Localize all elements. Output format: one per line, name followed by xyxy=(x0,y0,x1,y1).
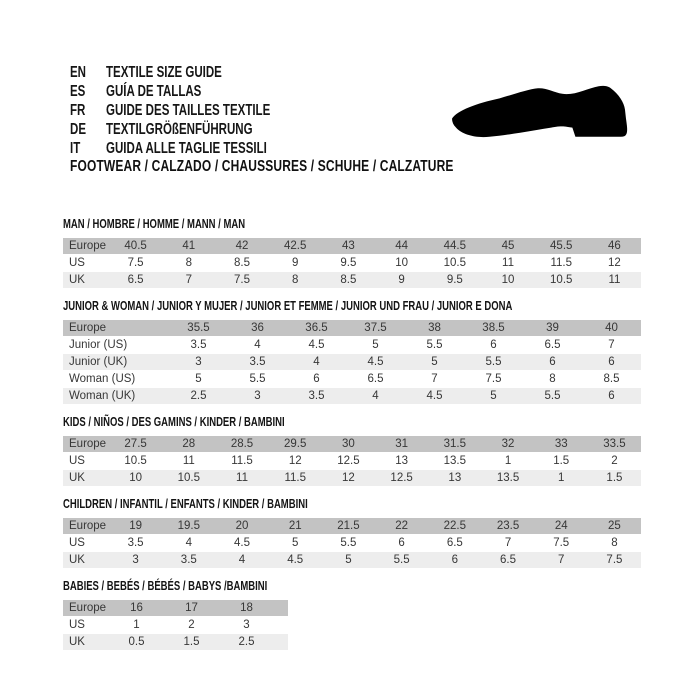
size-cell: 5 xyxy=(345,554,352,566)
section-title: BABIES / BEBÉS / BÉBÉS / BABYS /BAMBINI xyxy=(63,579,268,593)
size-cell: 10 xyxy=(501,274,515,286)
size-cell: 12.5 xyxy=(390,472,413,484)
size-cell: 4 xyxy=(313,356,320,368)
size-cell: 4.5 xyxy=(234,537,250,549)
size-table-section xyxy=(63,218,641,288)
row-label: Europe xyxy=(69,602,107,614)
size-cell: 5.5 xyxy=(393,554,410,566)
size-cell: 10 xyxy=(395,257,409,269)
size-cell: 6.5 xyxy=(367,373,384,385)
table-row xyxy=(63,337,641,353)
size-table xyxy=(63,436,641,486)
size-cell: 4.5 xyxy=(426,390,443,402)
size-cell: 8 xyxy=(549,373,556,385)
size-cell: 33 xyxy=(554,438,568,450)
language-code: FR xyxy=(70,102,86,119)
size-cell: 4 xyxy=(185,537,192,549)
size-cell: 3 xyxy=(254,390,261,402)
size-cell: 1 xyxy=(504,455,512,467)
size-cell: 10 xyxy=(129,472,142,484)
size-cell: 8.5 xyxy=(340,274,357,286)
size-cell: 22.5 xyxy=(443,520,467,532)
size-cell: 30 xyxy=(342,438,355,450)
size-cell: 3.5 xyxy=(180,554,197,566)
size-table xyxy=(63,320,641,404)
size-cell: 27.5 xyxy=(124,438,147,450)
size-cell: 45.5 xyxy=(550,240,573,252)
language-label: TEXTILGRÖßENFÜHRUNG xyxy=(106,121,253,138)
row-label: UK xyxy=(69,274,85,286)
size-cell: 12 xyxy=(342,472,355,484)
size-cell: 41 xyxy=(182,240,196,252)
size-cell: 6.5 xyxy=(500,554,517,566)
size-cell: 3.5 xyxy=(249,356,266,368)
size-cell: 11 xyxy=(608,274,621,286)
size-cell: 9 xyxy=(398,274,405,286)
size-cell: 40 xyxy=(605,322,618,334)
row-label: Europe xyxy=(69,438,107,450)
size-cell: 5.5 xyxy=(485,356,502,368)
section-title: CHILDREN / INFANTIL / ENFANTS / KINDER / BAMBINI xyxy=(63,497,308,511)
table-row xyxy=(63,518,641,534)
size-cell: 6 xyxy=(313,373,320,385)
size-cell: 11 xyxy=(502,257,514,269)
size-cell: 37.5 xyxy=(364,322,387,334)
size-cell: 44.5 xyxy=(443,240,467,252)
size-cell: 19 xyxy=(129,520,142,532)
size-cell: 28.5 xyxy=(230,438,254,450)
size-cell: 11.5 xyxy=(231,455,253,467)
size-cell: 35.5 xyxy=(187,322,210,334)
category-title: FOOTWEAR / CALZADO / CHAUSSURES / SCHUHE / CALZATURE xyxy=(70,158,454,175)
size-cell: 6 xyxy=(451,554,459,566)
size-cell: 19.5 xyxy=(177,520,200,532)
table-row xyxy=(63,320,641,336)
size-cell: 5.5 xyxy=(544,390,561,402)
size-cell: 7 xyxy=(558,554,565,566)
size-cell: 11.5 xyxy=(550,257,572,269)
size-cell: 3.5 xyxy=(190,339,207,351)
size-table-section xyxy=(63,300,641,404)
size-cell: 21 xyxy=(288,520,302,532)
size-cell: 44 xyxy=(395,240,409,252)
table-row xyxy=(63,354,641,370)
size-tables xyxy=(63,218,641,651)
section-title: JUNIOR & WOMAN / JUNIOR Y MUJER / JUNIOR ET FEMME / JUNIOR UND FRAU / JUNIOR E DONA xyxy=(63,299,513,313)
table-row xyxy=(63,272,641,288)
size-cell: 17 xyxy=(185,602,198,614)
size-cell: 31 xyxy=(395,438,409,450)
language-line xyxy=(70,101,270,120)
table-row xyxy=(63,617,288,633)
size-cell: 8 xyxy=(185,257,192,269)
size-cell: 6 xyxy=(608,390,615,402)
size-cell: 7.5 xyxy=(485,373,502,385)
size-table xyxy=(63,600,288,650)
table-row xyxy=(63,470,641,486)
size-cell: 24 xyxy=(554,520,568,532)
size-cell: 8.5 xyxy=(234,257,250,269)
language-code: IT xyxy=(70,140,81,157)
size-cell: 4.5 xyxy=(287,554,304,566)
section-title: MAN / HOMBRE / HOMME / MANN / MAN xyxy=(63,217,246,231)
size-cell: 4.5 xyxy=(367,356,384,368)
size-cell: 1 xyxy=(133,619,140,631)
size-cell: 36.5 xyxy=(305,322,328,334)
table-row xyxy=(63,552,641,568)
size-cell: 46 xyxy=(608,240,621,252)
size-cell: 7.5 xyxy=(553,537,570,549)
size-cell: 3.5 xyxy=(308,390,325,402)
size-cell: 6 xyxy=(398,537,405,549)
language-label: TEXTILE SIZE GUIDE xyxy=(106,64,222,81)
language-line xyxy=(70,139,270,158)
size-cell: 5 xyxy=(431,356,438,368)
size-cell: 7 xyxy=(185,274,192,286)
size-cell: 4.5 xyxy=(308,339,325,351)
language-code: ES xyxy=(70,83,86,100)
size-cell: 7.5 xyxy=(606,554,623,566)
size-cell: 7.5 xyxy=(127,257,144,269)
size-cell: 29.5 xyxy=(284,438,307,450)
size-cell: 1.5 xyxy=(183,636,200,648)
size-cell: 13 xyxy=(395,455,409,467)
size-cell: 10.5 xyxy=(443,257,467,269)
table-row xyxy=(63,535,641,551)
language-code: EN xyxy=(70,64,87,81)
size-cell: 5 xyxy=(292,537,299,549)
size-cell: 13.5 xyxy=(496,472,520,484)
size-cell: 16 xyxy=(130,602,143,614)
table-row xyxy=(63,388,641,404)
row-label: Junior (UK) xyxy=(69,356,128,368)
language-label: GUÍA DE TALLAS xyxy=(106,83,202,100)
size-table-section xyxy=(63,416,641,486)
size-cell: 3 xyxy=(243,619,250,631)
table-row xyxy=(63,600,288,616)
size-cell: 42.5 xyxy=(284,240,307,252)
size-cell: 11 xyxy=(182,455,195,467)
size-cell: 43 xyxy=(342,240,355,252)
size-cell: 45 xyxy=(501,240,515,252)
size-cell: 9.5 xyxy=(340,257,357,269)
size-cell: 9 xyxy=(292,257,299,269)
language-line xyxy=(70,82,270,101)
table-row xyxy=(63,238,641,254)
language-line xyxy=(70,120,270,139)
row-label: Europe xyxy=(69,240,107,252)
row-label: Woman (US) xyxy=(69,373,136,385)
language-code: DE xyxy=(70,121,87,138)
language-label: GUIDA ALLE TAGLIE TESSILI xyxy=(106,140,267,157)
size-cell: 7 xyxy=(504,537,512,549)
size-cell: 3.5 xyxy=(127,537,144,549)
size-cell: 18 xyxy=(240,602,253,614)
size-cell: 5.5 xyxy=(340,537,357,549)
size-cell: 6.5 xyxy=(127,274,144,286)
size-cell: 10.5 xyxy=(177,472,200,484)
language-line xyxy=(70,63,270,82)
size-cell: 9.5 xyxy=(446,274,463,286)
row-label: Europe xyxy=(69,520,107,532)
size-cell: 3 xyxy=(195,356,202,368)
size-cell: 4 xyxy=(254,339,261,351)
size-cell: 3 xyxy=(132,554,139,566)
size-cell: 7.5 xyxy=(234,274,250,286)
size-cell: 5 xyxy=(372,339,379,351)
size-cell: 6 xyxy=(608,356,615,368)
size-cell: 25 xyxy=(608,520,621,532)
size-cell: 38 xyxy=(428,322,441,334)
table-row xyxy=(63,255,641,271)
size-cell: 0.5 xyxy=(128,636,145,648)
size-cell: 23.5 xyxy=(496,520,520,532)
table-row xyxy=(63,436,641,452)
size-cell: 28 xyxy=(182,438,196,450)
dress-shoe-icon xyxy=(451,85,628,138)
size-table xyxy=(63,518,641,568)
size-cell: 5.5 xyxy=(426,339,443,351)
size-cell: 6 xyxy=(490,339,497,351)
size-cell: 5 xyxy=(490,390,497,402)
size-cell: 6.5 xyxy=(544,339,561,351)
language-title-block xyxy=(70,63,348,158)
size-cell: 2 xyxy=(611,455,618,467)
row-label: UK xyxy=(69,554,85,566)
size-cell: 4 xyxy=(238,554,246,566)
section-title: KIDS / NIÑOS / DES GAMINS / KINDER / BAMBINI xyxy=(63,415,285,429)
size-cell: 6.5 xyxy=(446,537,463,549)
row-label: US xyxy=(69,455,85,467)
size-cell: 36 xyxy=(251,322,264,334)
size-cell: 40.5 xyxy=(124,240,147,252)
size-cell: 8.5 xyxy=(603,373,620,385)
size-cell: 13.5 xyxy=(443,455,467,467)
size-cell: 31.5 xyxy=(443,438,467,450)
row-label: Europe xyxy=(69,322,107,334)
row-label: UK xyxy=(69,472,85,484)
row-label: UK xyxy=(69,636,85,648)
size-cell: 8 xyxy=(292,274,299,286)
size-cell: 5.5 xyxy=(249,373,266,385)
size-cell: 11 xyxy=(236,472,248,484)
size-cell: 33.5 xyxy=(603,438,626,450)
size-cell: 38.5 xyxy=(482,322,505,334)
size-cell: 7 xyxy=(431,373,438,385)
size-table xyxy=(63,238,641,288)
size-cell: 12.5 xyxy=(337,455,360,467)
size-cell: 39 xyxy=(546,322,559,334)
size-cell: 10.5 xyxy=(124,455,147,467)
size-cell: 2 xyxy=(188,619,195,631)
size-cell: 2.5 xyxy=(238,636,255,648)
language-label: GUIDE DES TAILLES TEXTILE xyxy=(106,102,271,119)
size-cell: 5 xyxy=(195,373,202,385)
size-cell: 20 xyxy=(235,520,249,532)
size-cell: 1.5 xyxy=(553,455,570,467)
size-cell: 32 xyxy=(501,438,515,450)
table-row xyxy=(63,371,641,387)
size-cell: 12 xyxy=(608,257,621,269)
size-cell: 6 xyxy=(549,356,556,368)
size-cell: 42 xyxy=(235,240,249,252)
size-cell: 13 xyxy=(448,472,462,484)
size-cell: 22 xyxy=(395,520,409,532)
table-row xyxy=(63,634,288,650)
size-cell: 1 xyxy=(558,472,565,484)
size-cell: 7 xyxy=(608,339,615,351)
row-label: Junior (US) xyxy=(69,339,128,351)
row-label: US xyxy=(69,537,85,549)
size-cell: 11.5 xyxy=(284,472,306,484)
size-cell: 10.5 xyxy=(550,274,573,286)
row-label: US xyxy=(69,619,85,631)
size-table-section xyxy=(63,498,641,568)
size-cell: 8 xyxy=(611,537,618,549)
size-cell: 21.5 xyxy=(337,520,360,532)
table-row xyxy=(63,453,641,469)
size-cell: 4 xyxy=(372,390,379,402)
row-label: Woman (UK) xyxy=(69,390,136,402)
size-table-section xyxy=(63,580,641,650)
size-cell: 1.5 xyxy=(606,472,623,484)
row-label: US xyxy=(69,257,85,269)
size-cell: 2.5 xyxy=(190,390,207,402)
size-cell: 12 xyxy=(288,455,302,467)
